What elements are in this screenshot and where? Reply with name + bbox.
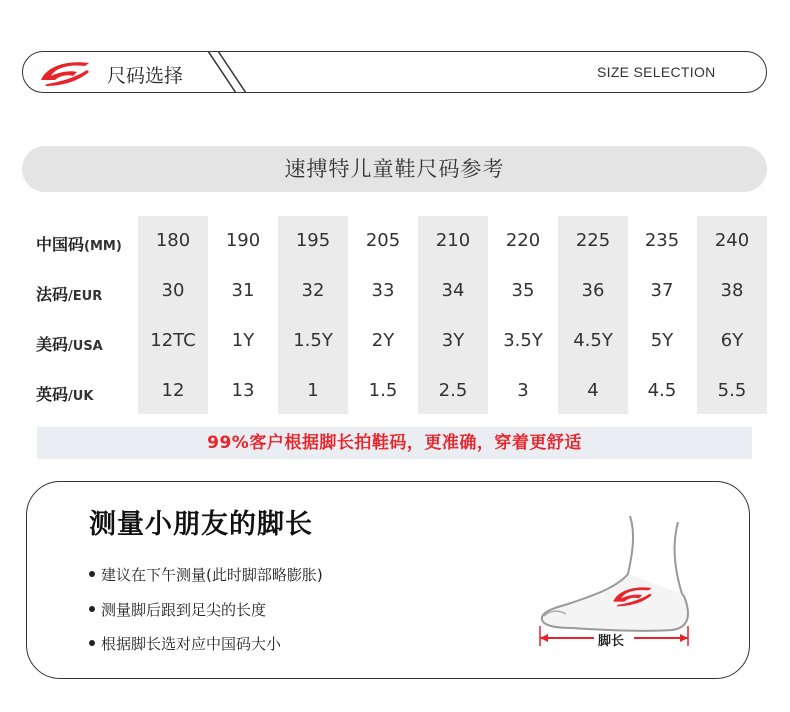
table-cell: 1Y — [231, 330, 255, 351]
bullet-icon — [89, 640, 95, 646]
table-cell: 3.5Y — [503, 330, 543, 351]
table-cell: 12 — [161, 380, 185, 401]
header-subtitle-en: SIZE SELECTION — [597, 64, 716, 80]
foot-length-label: 脚长 — [598, 634, 625, 649]
row-label-unit: /EUR — [68, 289, 103, 304]
table-cell: 3 — [517, 380, 529, 401]
guide-item-text: 根据脚长选对应中国码大小 — [101, 635, 282, 653]
row-label — [36, 332, 103, 355]
table-cell: 38 — [720, 280, 744, 301]
table-cell: 4 — [587, 380, 599, 401]
section-title-bar — [22, 146, 767, 192]
header-title: 尺码选择 — [107, 65, 184, 87]
row-label-text: 法码 — [36, 285, 69, 304]
table-cell: 1.5 — [368, 380, 398, 401]
note-text: 99%客户根据脚长拍鞋码，更准确，穿着更舒适 — [207, 433, 582, 453]
guide-item-text: 测量脚后跟到足尖的长度 — [101, 601, 267, 619]
table-cell: 235 — [644, 230, 680, 251]
row-label-text: 美码 — [36, 335, 69, 354]
table-cell: 6Y — [720, 330, 744, 351]
table-cell: 205 — [365, 230, 401, 251]
table-cell: 195 — [295, 230, 331, 251]
table-cell: 36 — [581, 280, 605, 301]
table-cell: 4.5 — [647, 380, 677, 401]
table-cell: 2Y — [371, 330, 395, 351]
row-label-text: 中国码 — [36, 235, 85, 254]
table-cell: 31 — [231, 280, 255, 301]
table-cell: 180 — [155, 230, 191, 251]
table-cell: 30 — [161, 280, 185, 301]
row-label-text: 英码 — [36, 385, 69, 404]
table-cell: 32 — [301, 280, 325, 301]
row-label — [36, 382, 93, 405]
guide-item — [89, 633, 281, 654]
note-bar — [37, 427, 752, 459]
brand-logo-icon — [37, 58, 93, 86]
table-cell: 33 — [371, 280, 395, 301]
table-cell: 1.5Y — [293, 330, 333, 351]
table-cell: 4.5Y — [573, 330, 613, 351]
row-label-unit: (MM) — [84, 239, 122, 254]
table-cell: 1 — [307, 380, 319, 401]
table-cell: 37 — [650, 280, 674, 301]
guide-item — [89, 599, 266, 620]
guide-item — [89, 564, 323, 585]
guide-title: 测量小朋友的脚长 — [89, 509, 313, 540]
table-cell: 12TC — [150, 330, 196, 351]
row-label — [36, 282, 102, 305]
bullet-icon — [89, 571, 95, 577]
measure-guide-box — [26, 481, 750, 679]
size-table — [0, 216, 790, 414]
guide-item-text: 建议在下午测量(此时脚部略膨胀) — [101, 566, 323, 584]
header-bar — [22, 51, 767, 93]
table-cell: 220 — [505, 230, 541, 251]
row-label-unit: /USA — [68, 339, 103, 354]
table-cell: 3Y — [441, 330, 465, 351]
header-divider — [208, 51, 258, 93]
table-cell: 35 — [511, 280, 535, 301]
table-cell: 240 — [714, 230, 750, 251]
bullet-icon — [89, 606, 95, 612]
table-cell: 34 — [441, 280, 465, 301]
table-cell: 13 — [231, 380, 255, 401]
table-cell: 5.5 — [717, 380, 747, 401]
section-title: 速搏特儿童鞋尺码参考 — [284, 157, 505, 181]
table-cell: 210 — [435, 230, 471, 251]
table-cell: 5Y — [650, 330, 674, 351]
row-label-unit: /UK — [68, 389, 94, 404]
row-label — [36, 232, 122, 255]
table-cell: 190 — [225, 230, 261, 251]
table-cell: 2.5 — [438, 380, 468, 401]
table-cell: 225 — [575, 230, 611, 251]
